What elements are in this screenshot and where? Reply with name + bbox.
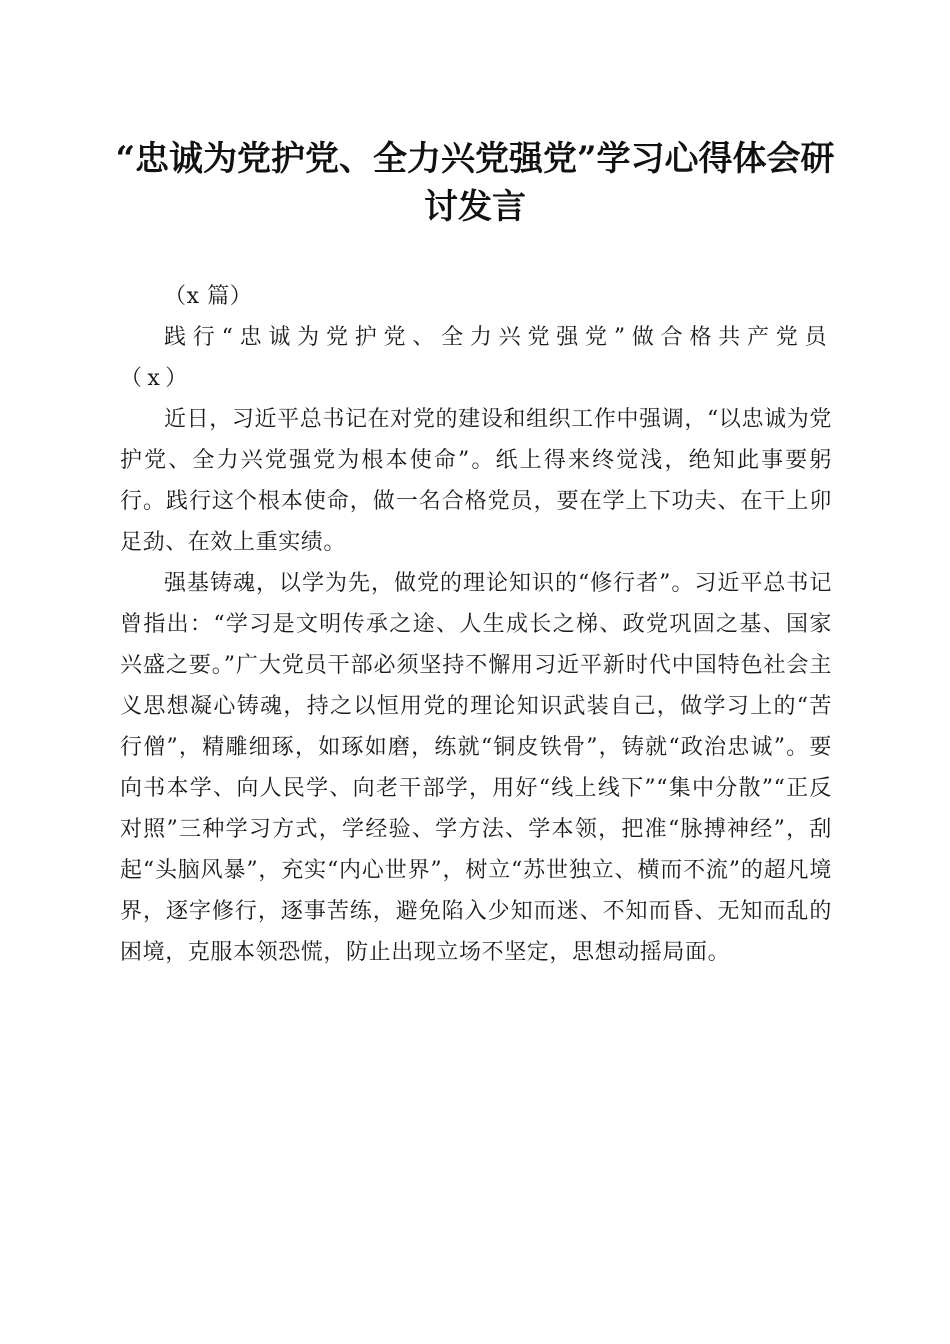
article-count-note: （x 篇） (164, 284, 253, 309)
body-paragraph: 强基铸魂，以学为先，做党的理论知识的“修行者”。习近平总书记曾指出：“学习是文明传承之途、人生成长之梯、政党巩固之基、国家兴盛之要。”广大党员干部必须坚持不懈用习近平新时代中国特色社会主义思想凝心铸魂，持之以恒用党的理论知识武装自己，做学习上的“苦行僧”，精雕细琢，如琢如磨，练就“铜皮铁骨”，铸就“政治忠诚”。要向书本学、向人民学、向老干部学，用好“线上线下”“集中分散”“正反对照”三种学习方式，学经验、学方法、学本领，把准“脉搏神经”，刮起“头脑风暴”，充实“内心世界”，树立“苏世独立、横而不流”的超凡境界，逐字修行，逐事苦练，避免陷入少知而迷、不知而昏、无知而乱的困境，克服本领恐慌，防止出现立场不坚定，思想动摇局面。 (120, 571, 832, 965)
body-paragraph: 近日，习近平总书记在对党的建设和组织工作中强调，“以忠诚为党护党、全力兴党强党为根本使命”。纸上得来终觉浅，绝知此事要躬行。践行这个根本使命，做一名合格党员，要在学上下功夫、在干上卯足劲、在效上重实绩。 (120, 407, 832, 555)
article-subtitle: 践行“忠诚为党护党、全力兴党强党”做合格共产党员（x） (120, 325, 832, 391)
document-body (120, 276, 832, 973)
document-title: “忠诚为党护党、全力兴党强党”学习心得体会研讨发言 (115, 139, 835, 227)
